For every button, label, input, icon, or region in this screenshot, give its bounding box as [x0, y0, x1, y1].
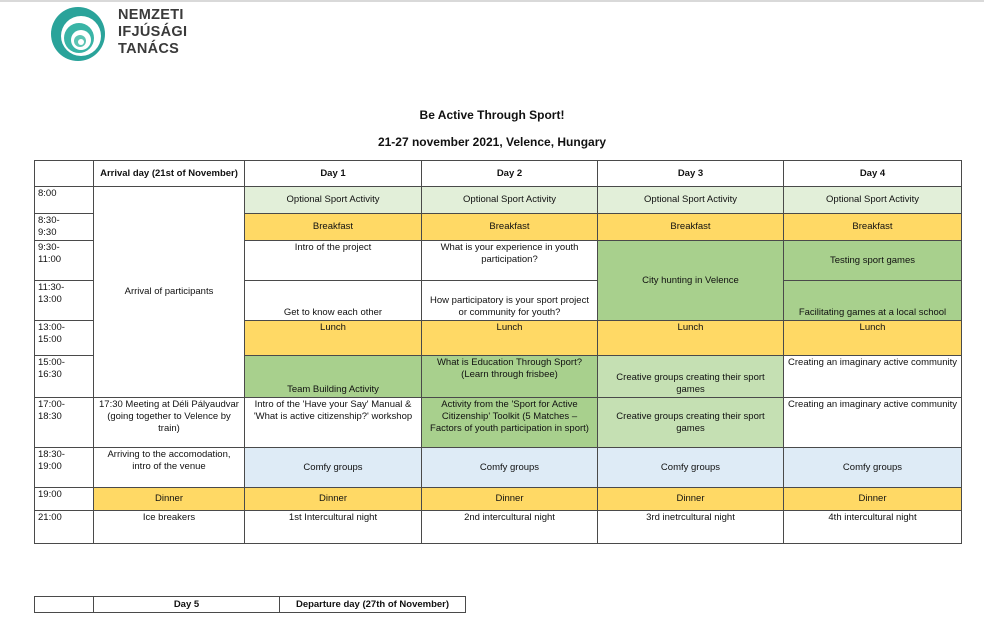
- day1-night: 1st Intercultural night: [245, 511, 422, 544]
- time-cell: 17:00- 18:30: [35, 398, 94, 448]
- day4-night: 4th intercultural night: [784, 511, 962, 544]
- time-cell: 8:30- 9:30: [35, 214, 94, 241]
- schedule-table: [34, 160, 962, 544]
- header-row: [35, 161, 962, 187]
- day3-creative-groups-2: Creative groups creating their sport games: [598, 398, 784, 448]
- logo-text: [118, 7, 187, 58]
- row-1700: [35, 398, 962, 448]
- document-title: Be Active Through Sport!: [419, 108, 565, 122]
- day4-comfy: Comfy groups: [784, 448, 962, 488]
- logo-line-2: IFJÚSÁGI: [118, 24, 188, 40]
- day1-team-building: Team Building Activity: [245, 356, 422, 398]
- day1-intro-project: Intro of the project: [245, 241, 422, 281]
- header-time: [35, 161, 94, 187]
- logo-line-3: TANÁCS: [118, 41, 180, 57]
- day4-dinner: Dinner: [784, 488, 962, 511]
- header-arrival-day: Arrival day (21st of November): [94, 161, 245, 187]
- arrival-meeting-deli: 17:30 Meeting at Déli Pályaudvar (going together to Velence by train): [94, 398, 245, 448]
- day3-comfy: Comfy groups: [598, 448, 784, 488]
- arrival-accomodation: Arriving to the accomodation, intro of the venue: [94, 448, 245, 488]
- day3-city-hunting: City hunting in Velence: [598, 241, 784, 321]
- header-day-2: Day 2: [422, 161, 598, 187]
- day2-lunch: Lunch: [422, 321, 598, 356]
- day3-night: 3rd inetrcultural night: [598, 511, 784, 544]
- day2-breakfast: Breakfast: [422, 214, 598, 241]
- header-day-1: Day 1: [245, 161, 422, 187]
- day5-header-row: [35, 597, 466, 613]
- day4-imaginary-community-2: Creating an imaginary active community: [784, 398, 962, 448]
- time-cell: 9:30- 11:00: [35, 241, 94, 281]
- spiral-logo-icon: [50, 4, 110, 64]
- day2-dinner: Dinner: [422, 488, 598, 511]
- day2-optional-sport: Optional Sport Activity: [422, 187, 598, 214]
- day3-optional-sport: Optional Sport Activity: [598, 187, 784, 214]
- time-cell: 11:30- 13:00: [35, 281, 94, 321]
- day1-get-to-know: Get to know each other: [245, 281, 422, 321]
- page-top-border: [0, 0, 984, 2]
- arrival-participants-cell: Arrival of participants: [94, 187, 245, 398]
- row-2100: [35, 511, 962, 544]
- time-cell: 19:00: [35, 488, 94, 511]
- day4-breakfast: Breakfast: [784, 214, 962, 241]
- time-cell: 13:00- 15:00: [35, 321, 94, 356]
- day3-breakfast: Breakfast: [598, 214, 784, 241]
- day4-optional-sport: Optional Sport Activity: [784, 187, 962, 214]
- row-1900: [35, 488, 962, 511]
- day1-optional-sport: Optional Sport Activity: [245, 187, 422, 214]
- day4-facilitating: Facilitating games at a local school: [784, 281, 962, 321]
- day5-empty-cell: [35, 597, 94, 613]
- day2-toolkit: Activity from the 'Sport for Active Citizenship' Toolkit (5 Matches – Factors of youth participation in sport): [422, 398, 598, 448]
- day5-table: [34, 596, 466, 613]
- day2-how-participatory: How participatory is your sport project or community for youth?: [422, 281, 598, 321]
- day2-comfy: Comfy groups: [422, 448, 598, 488]
- day3-lunch: Lunch: [598, 321, 784, 356]
- time-cell: 21:00: [35, 511, 94, 544]
- day4-imaginary-community: Creating an imaginary active community: [784, 356, 962, 398]
- row-1830: [35, 448, 962, 488]
- time-cell: 15:00- 16:30: [35, 356, 94, 398]
- day3-dinner: Dinner: [598, 488, 784, 511]
- time-cell: 8:00: [35, 187, 94, 214]
- day1-dinner: Dinner: [245, 488, 422, 511]
- day3-creative-groups: Creative groups creating their sport games: [598, 356, 784, 398]
- row-0800: [35, 187, 962, 214]
- logo-line-1: NEMZETI: [118, 7, 184, 23]
- day1-breakfast: Breakfast: [245, 214, 422, 241]
- day4-testing-games: Testing sport games: [784, 241, 962, 281]
- time-cell: 18:30- 19:00: [35, 448, 94, 488]
- day1-have-your-say: Intro of the 'Have your Say' Manual & 'What is active citizenship?' workshop: [245, 398, 422, 448]
- document-subtitle: 21-27 november 2021, Velence, Hungary: [377, 135, 607, 149]
- day5-label: Day 5: [94, 597, 280, 613]
- day1-lunch: Lunch: [245, 321, 422, 356]
- arrival-ice-breakers: Ice breakers: [94, 511, 245, 544]
- arrival-dinner: Dinner: [94, 488, 245, 511]
- day2-experience: What is your experience in youth participation?: [422, 241, 598, 281]
- day1-comfy: Comfy groups: [245, 448, 422, 488]
- header-day-3: Day 3: [598, 161, 784, 187]
- day4-lunch: Lunch: [784, 321, 962, 356]
- day2-night: 2nd intercultural night: [422, 511, 598, 544]
- logo: [50, 4, 210, 66]
- departure-day-label: Departure day (27th of November): [280, 597, 466, 613]
- day2-education-through-sport: What is Education Through Sport? (Learn through frisbee): [422, 356, 598, 398]
- header-day-4: Day 4: [784, 161, 962, 187]
